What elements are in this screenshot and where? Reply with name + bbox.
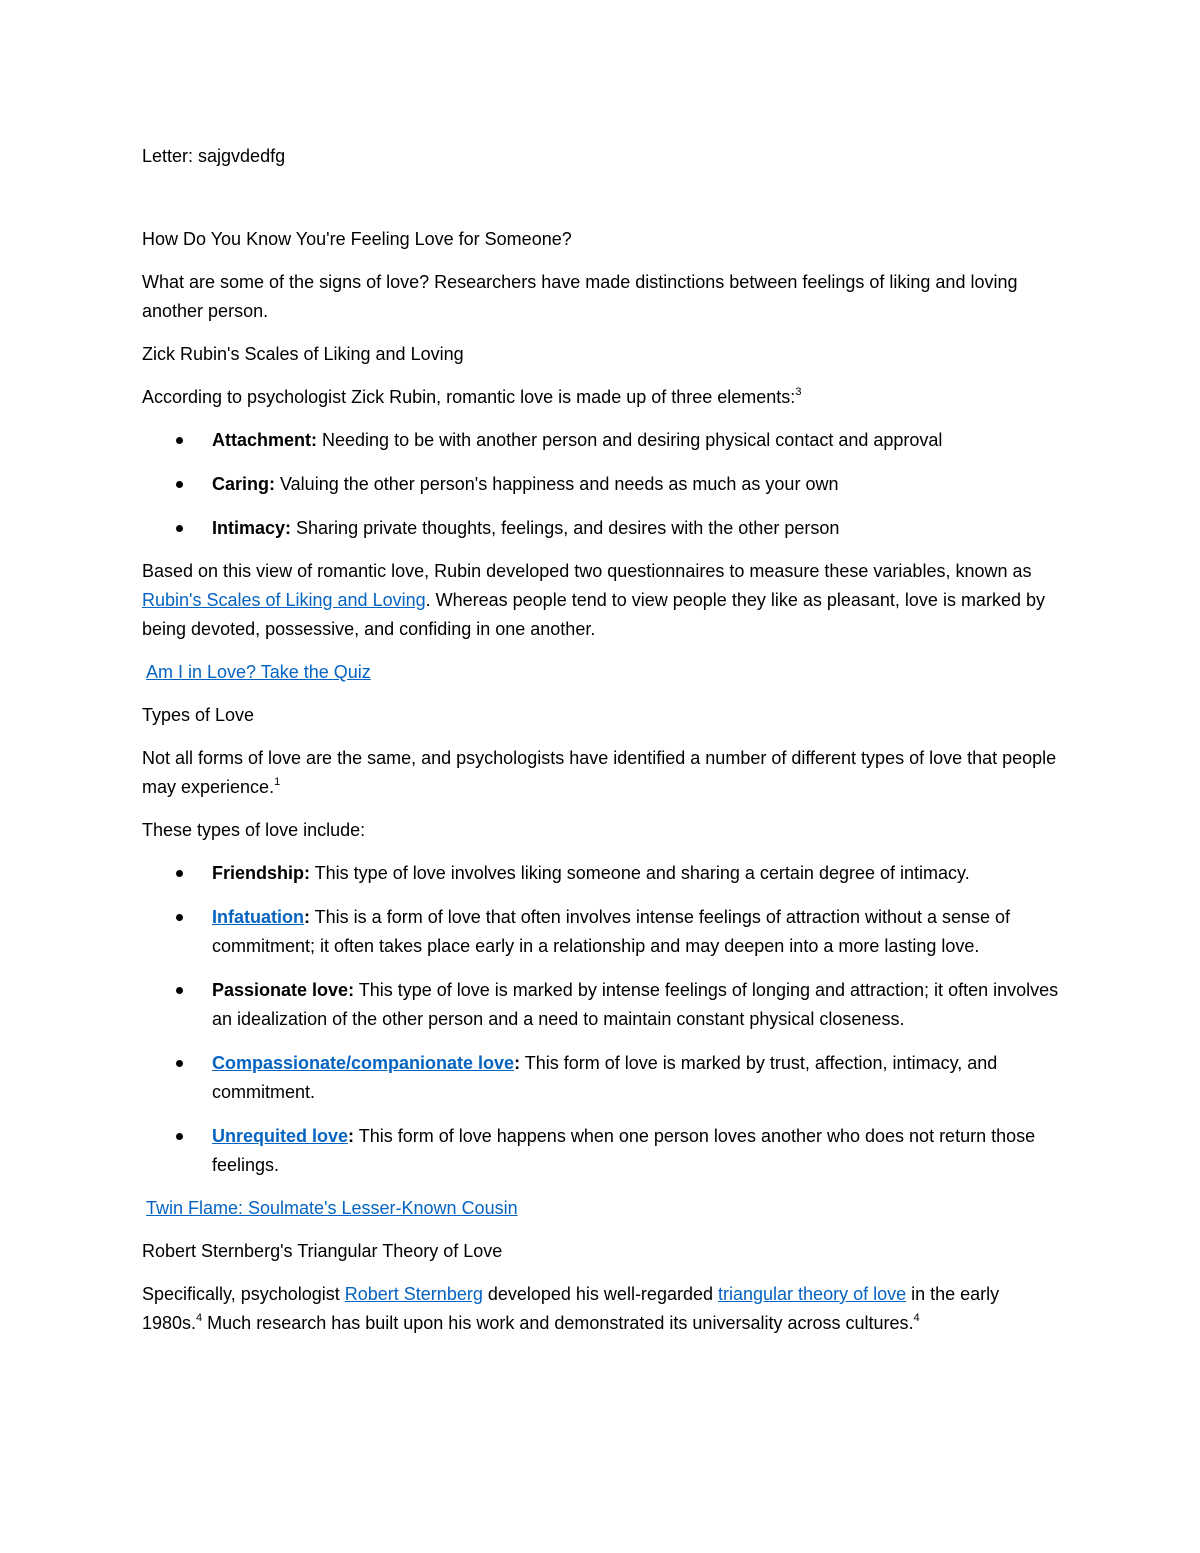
paragraph-text: developed his well-regarded: [482, 1284, 718, 1304]
bullet-icon: [176, 1133, 183, 1140]
list-item-colon: :: [348, 1126, 355, 1146]
love-types-list: [142, 859, 1062, 1180]
paragraph-text: Much research has built upon his work and demonstrated its universality across cultures.: [202, 1313, 914, 1333]
bullet-icon: [176, 437, 183, 444]
link-love-quiz[interactable]: Am I in Love? Take the Quiz: [146, 662, 371, 682]
heading-rubin-scales: Zick Rubin's Scales of Liking and Loving: [142, 344, 464, 364]
list-item: [142, 903, 1062, 961]
paragraph-rubin-elements: [142, 383, 1062, 412]
list-item-text: Valuing the other person's happiness and needs as much as your own: [275, 474, 839, 494]
list-item-term: Caring:: [212, 474, 275, 494]
list-item-text: This is a form of love that often involves intense feelings of attraction without a sense of commitment; it often takes place early in a relationship and may deepen into a more lasting love.: [212, 907, 1011, 956]
link-rubin-scales[interactable]: Rubin's Scales of Liking and Loving: [142, 590, 426, 610]
list-item: [142, 514, 1062, 543]
link-triangular-theory[interactable]: triangular theory of love: [718, 1284, 907, 1304]
paragraph-text: Based on this view of romantic love, Rubin developed two questionnaires to measure these variables, known as: [142, 561, 1032, 581]
paragraph-types-intro: [142, 744, 1062, 802]
list-item: [142, 1122, 1062, 1180]
paragraph-text: . Whereas people tend to view people they like as pleasant, love is marked by being devoted, possessive, and confiding in one another.: [142, 590, 1045, 639]
footnote-ref: 4: [196, 1312, 203, 1324]
bullet-icon: [176, 481, 183, 488]
link-infatuation[interactable]: Infatuation: [212, 907, 304, 927]
link-robert-sternberg[interactable]: Robert Sternberg: [344, 1284, 483, 1304]
list-item-colon: :: [304, 907, 310, 927]
bullet-icon: [176, 914, 183, 921]
bullet-icon: [176, 870, 183, 877]
list-item: [142, 426, 1062, 455]
list-item-term: Friendship:: [212, 863, 310, 883]
twin-flame-link-line: [146, 1194, 1062, 1223]
link-twin-flame[interactable]: Twin Flame: Soulmate's Lesser-Known Cousin: [146, 1198, 518, 1218]
paragraph-signs-of-love: What are some of the signs of love? Researchers have made distinctions between feelings of liking and loving another person.: [142, 272, 1018, 321]
list-item: [142, 1049, 1062, 1107]
list-item: [142, 470, 1062, 499]
heading-types-of-love: Types of Love: [142, 705, 255, 725]
document-body: [142, 142, 1062, 1352]
heading-sternberg-theory: Robert Sternberg's Triangular Theory of Love: [142, 1241, 503, 1261]
list-item-text: This type of love is marked by intense feelings of longing and attraction; it often involves an idealization of the other person and a need to maintain constant physical closeness.: [212, 980, 1059, 1029]
paragraph-text: Specifically, psychologist: [142, 1284, 345, 1304]
list-item-term: Intimacy:: [212, 518, 292, 538]
link-unrequited-love[interactable]: Unrequited love: [212, 1126, 349, 1146]
list-item-text: This form of love is marked by trust, affection, intimacy, and commitment.: [212, 1053, 998, 1102]
paragraph-rubin-questionnaires: [142, 557, 1062, 644]
list-item: [142, 976, 1062, 1034]
list-item-term: Passionate love:: [212, 980, 355, 1000]
footnote-ref: 3: [795, 386, 802, 398]
bullet-icon: [176, 987, 183, 994]
rubin-elements-list: [142, 426, 1062, 543]
letter-line: Letter: sajgvdedfg: [142, 146, 286, 166]
paragraph-text: Not all forms of love are the same, and psychologists have identified a number of different types of love that people may experience.: [142, 748, 1057, 797]
paragraph-text: According to psychologist Zick Rubin, romantic love is made up of three elements:: [142, 387, 796, 407]
heading-feeling-love: How Do You Know You're Feeling Love for Someone?: [142, 229, 572, 249]
list-item-text: Needing to be with another person and desiring physical contact and approval: [317, 430, 943, 450]
list-item-text: This form of love happens when one person loves another who does not return those feelings.: [212, 1126, 1036, 1175]
bullet-icon: [176, 1060, 183, 1067]
paragraph-sternberg: [142, 1280, 1062, 1338]
list-item-text: This type of love involves liking someone and sharing a certain degree of intimacy.: [310, 863, 970, 883]
quiz-link-line: [146, 658, 1062, 687]
list-item-text: Sharing private thoughts, feelings, and desires with the other person: [291, 518, 840, 538]
link-compassionate-love[interactable]: Compassionate/companionate love: [212, 1053, 515, 1073]
list-item-colon: :: [514, 1053, 521, 1073]
list-item-term: Attachment:: [212, 430, 318, 450]
list-item: [142, 859, 1062, 888]
paragraph-types-include: These types of love include:: [142, 820, 366, 840]
footnote-ref: 4: [913, 1312, 920, 1324]
bullet-icon: [176, 525, 183, 532]
footnote-ref: 1: [274, 776, 281, 788]
paragraph-text: in the early 1980s.: [142, 1284, 1000, 1333]
